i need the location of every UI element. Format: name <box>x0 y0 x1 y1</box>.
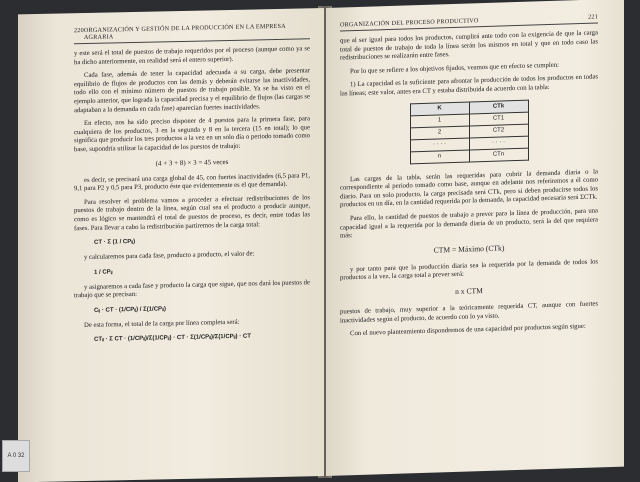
left-formula-1: CT · Σ (1 / CPᵢⱼ) <box>94 239 136 246</box>
left-formula-2: 1 / CPᵢⱼ <box>94 269 113 276</box>
right-head-title: ORGANIZACIÓN DEL PROCESO PRODUCTIVO <box>340 17 479 29</box>
table-row <box>410 148 528 164</box>
left-paragraph-5: Para resolver el problema vamos a proceder a efectuar redistribuciones de los puestos de trabajo dentro de la línea, según cual sea el producto a producir aunque, como es lógico se mantendrá el total de puestos de proceso, es decir, entre todas las fases. Para llevar a cabo la redistribución partiremos de la carga total: <box>74 194 310 232</box>
library-sticker: A 0 32 <box>2 440 30 472</box>
left-paragraph-7: y asignaremos a cada fase y producto la carga que sigue, que nos dará los puestos de trabajo que se precisan: <box>74 278 310 300</box>
right-running-head <box>340 13 598 31</box>
right-paragraph-8: Con el nuevo planteamiento dispondremos de una capacidad por productos según sigue: <box>350 322 586 338</box>
table-cell: n <box>410 150 469 164</box>
left-paragraph-6: y calcularemos para cada fase, producto a producto, el valor de: <box>84 250 255 262</box>
table-cell: · · · · <box>410 138 469 152</box>
right-paragraph-1: que al ser igual para todos los productos, cumplirá ante todo con la exigencia de que la carga total de puestos de trabajo de toda la línea serán los mismos en total y que en todo caso las redistribuciones se realizarán entre fases. <box>340 29 598 62</box>
right-paragraph-2: Por lo que se refiere a los objetivos fijados, veamos que en efecto se cumplen: <box>350 61 559 76</box>
left-formula-3: Cᵢⱼ · CT · (1/CPᵢⱼ) / Σ(1/CPᵢⱼ) <box>94 306 166 314</box>
right-paragraph-3: 1) La capacidad es la suficiente para afrontar la producción de todos los productos en todas las líneas; este valor, antes era CT y estaba distribuida de acuerdo con la tabla: <box>340 73 598 98</box>
left-paragraph-3: En efecto, nos ha sido preciso disponer de 4 puestos para la primera fase, para cualquiera de los productos, 3 en la segunda y 8 en la tercera (15 en total); lo que significa que producir los tres productos a la vez en un solo día o periodo tomado como base, supondría utilizar la capacidad de los puestos de trabajo: <box>74 115 310 154</box>
right-page <box>326 0 624 476</box>
right-paragraph-4: Las cargas de la tabla, serán las requeridas para cubrir la demanda diaria o la correspondiente al periodo tomado como base, aunque en adelante nos referiremos a él como diario. Para un solo producto, la carga precisada será CTk, pero si deben producirse todos los productos en un día, en la cantidad requerida por la demanda, la capacidad necesaria será ΣCTk. <box>340 168 598 209</box>
table-cell: CT2 <box>469 124 528 138</box>
table-cell: CTn <box>469 148 528 162</box>
right-paragraph-7: puestos de trabajo, muy superior a la teóricamente requerida CT, aunque con fuertes inactividades según el producto, de acuerdo con lo ya visto. <box>340 300 598 325</box>
table-header-k: K <box>410 102 469 116</box>
capacity-table <box>410 99 529 164</box>
left-paragraph-1: y este será el total de puestos de trabajo requeridos por el proceso (aunque como ya se ha dicho anteriormente, en realidad será el entero superior). <box>74 45 310 66</box>
left-equation-1: (4 + 3 + 8) × 3 = 45 veces <box>155 157 229 168</box>
left-page-number: 220 <box>74 27 84 35</box>
right-page-number: 221 <box>588 13 598 21</box>
left-paragraph-8: De esta forma, el total de la carga por línea completa será: <box>84 318 240 329</box>
table-cell: 2 <box>410 126 469 140</box>
table-header-ctk: CTk <box>469 100 528 114</box>
table-cell: 1 <box>410 114 469 128</box>
right-paragraph-6: y por tanto para que la producción diaria sea la requerida por la demanda de todos los productos a la vez, la carga total a prever será: <box>340 258 598 282</box>
left-page <box>18 8 324 482</box>
table-cell: CT1 <box>469 112 528 126</box>
right-paragraph-5: Para ello, la cantidad de puestos de trabajo a prever para la línea de producción, para una capacidad igual a la requerida por la demanda diaria de un producto, será la del que requiera más: <box>340 207 598 240</box>
table-cell: · · · · <box>469 136 528 150</box>
left-formula-4: CTᵢⱼ · Σ CT · (1/CPᵢⱼ)/Σ(1/CPᵢⱼ) · CT · Σ(1/CPᵢⱼ)/Σ(1/CPᵢⱼ) · CT <box>94 334 251 344</box>
left-running-head <box>74 22 310 44</box>
left-head-title: ORGANIZACIÓN Y GESTIÓN DE LA PRODUCCIÓN EN LA EMPRESA AGRARIA <box>83 22 286 42</box>
right-equation-1: CTM = Máximo (CTk) <box>433 243 505 255</box>
right-equation-2: n x CTM <box>455 285 483 296</box>
left-paragraph-2: Cada fase, además de tener la capacidad adecuada a su carga, debe presentar equilibrio de flujos de productos con las demás y deberán evitarse las inactividades, todo ello con el mínimo número de puestos de trabajo posible. Ya se ha visto en el ejemplo anterior, que lograda la capacidad precisa y el equilibrio de flujos (las cargas se adaptaban a la demanda en cada fase) aparecían fuertes inactividades. <box>74 67 310 114</box>
left-paragraph-4: es decir, se precisará una carga global de 45, con fuertes inactividades (6,5 para P1, 9,1 para P2 y 0,5 para P3, producto éste que evidentemente es el que demanda). <box>74 171 310 193</box>
